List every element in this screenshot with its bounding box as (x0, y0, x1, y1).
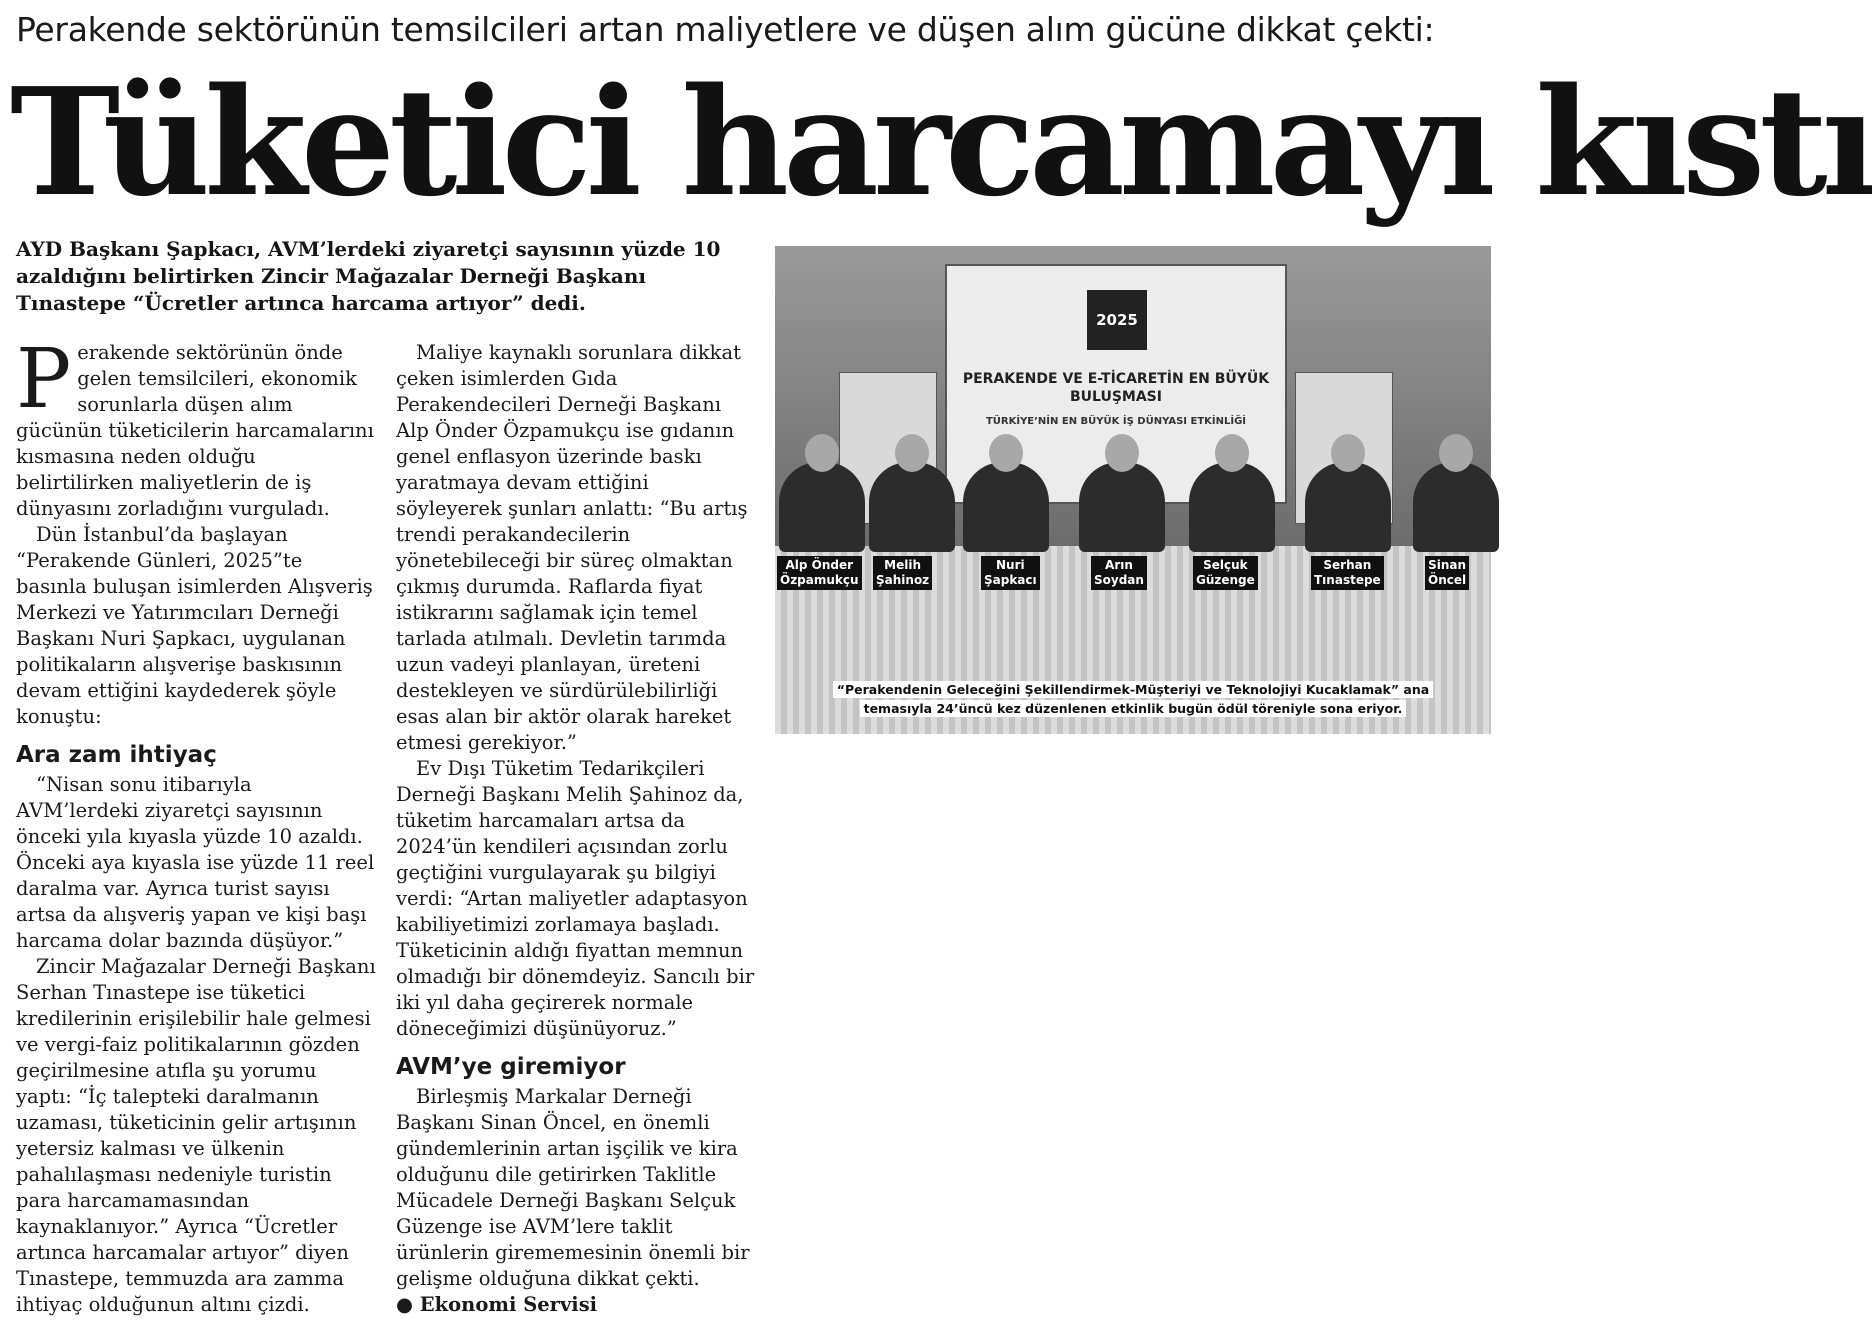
column-2 (396, 340, 756, 1318)
photo-caption (795, 680, 1471, 718)
drop-cap: P (16, 332, 72, 427)
panelist-figure (963, 462, 1049, 552)
name-tag: Melih Şahinoz (873, 556, 932, 590)
lead-paragraph: AYD Başkanı Şapkacı, AVM’lerdeki ziyaretçi sayısının yüzde 10 azaldığını belirtirken Zincir Mağazalar Derneği Başkanı Tınastepe “Ücretler artınca harcama artıyor” dedi. (16, 237, 721, 315)
col2-paragraph-3: Birleşmiş Markalar Derneği Başkanı Sinan Öncel, en önemli gündemlerinin artan işçilik ve kira olduğunu dile getirirken Taklitle Mücadele Derneği Başkanı Selçuk Güzenge ise AVM’lere taklit ürünlerin girememesinin önemli bir gelişme olduğuna dikkat çekti. (396, 1085, 750, 1290)
col1-p1-text: erakende sektörünün önde gelen temsilcileri, ekonomik sorunlarla düşen alım gücünün tüketicilerin harcamalarını kısmasına neden olduğu belirtilirken maliyetlerin de iş dünyasını zorladığını vurguladı. (16, 341, 374, 520)
kicker: Perakende sektörünün temsilcileri artan maliyetlere ve düşen alım gücüne dikkat çekti: (16, 10, 1435, 49)
panelist-figure (1413, 462, 1499, 552)
col1-paragraph-2: Dün İstanbul’da başlayan “Perakende Günleri, 2025”te basınla buluşan isimlerden Alışveriş Merkezi ve Yatırımcıları Derneği Başkanı Nuri Şapkacı, uygulanan politikaların alışverişe baskısının devam ettiğini kaydederek şöyle konuştu: (16, 523, 373, 728)
screen-subtitle: TÜRKİYE’NİN EN BÜYÜK İŞ DÜNYASI ETKİNLİĞİ (985, 416, 1247, 427)
subhead-ara-zam: Ara zam ihtiyaç (16, 742, 217, 768)
panelist-figure (779, 462, 865, 552)
panelist-figure (1189, 462, 1275, 552)
name-tag: Serhan Tınastepe (1311, 556, 1384, 590)
col1-paragraph-1 (16, 332, 376, 522)
name-tag: Arın Soydan (1091, 556, 1147, 590)
byline: ● Ekonomi Servisi (396, 1293, 598, 1316)
name-tag: Sinan Öncel (1425, 556, 1469, 590)
headline: Tüketici harcamayı kıstı (10, 55, 1872, 229)
col2-paragraph-1: Maliye kaynaklı sorunlara dikkat çeken isimlerden Gıda Perakendecileri Derneği Başkanı Alp Önder Özpamukçu ise gıdanın genel enflasyon üzerinde baskı yaratmaya devam ettiğini söyleyerek şunları anlattı: “Bu artış trendi perakandecilerin yönetebileceği bir süreç olmaktan çıkmış durumda. Raflarda fiyat istikrarını sağlamak için temel tarlada atılmalı. Devletin tarımda uzun vadeyi planlayan, üreteni destekleyen ve sürdürülebilirliği esas alan bir aktör olarak hareket etmesi gerekiyor.” (396, 341, 748, 754)
subhead-avm: AVM’ye giremiyor (396, 1054, 626, 1080)
col1-paragraph-3: “Nisan sonu itibarıyla AVM’lerdeki ziyaretçi sayısının önceki yıla kıyasla yüzde 10 azaldı. Önceki aya kıyasla ise yüzde 11 reel daralma var. Ayrıca turist sayısı artsa da alışveriş yapan ve kişi başı harcama dolar bazında düşüyor.” (16, 773, 375, 952)
name-tag: Selçuk Güzenge (1193, 556, 1258, 590)
name-tag: Alp Önder Özpamukçu (777, 556, 862, 590)
column-1 (16, 332, 376, 1318)
caption-line-2: temasıyla 24’üncü kez düzenlenen etkinlik bugün ödül töreniyle sona eriyor. (860, 700, 1407, 717)
name-tag: Nuri Şapkacı (981, 556, 1040, 590)
panelist-figure (869, 462, 955, 552)
col2-paragraph-2: Ev Dışı Tüketim Tedarikçileri Derneği Başkanı Melih Şahinoz da, tüketim harcamaları artsa da 2024’ün kendileri açısından zorlu geçtiğini vurgulayarak şu bilgiyi verdi: “Artan maliyetler adaptasyon kabiliyetimizi zorlamaya başladı. Tüketicinin aldığı fiyattan memnun olmadığı bir dönemdeyiz. Sancılı bir iki yıl daha geçirerek normale döneceğimizi düşünüyoruz.” (396, 757, 755, 1040)
panelist-figure (1305, 462, 1391, 552)
panel-photo (775, 246, 1491, 734)
event-logo: 2025 (1087, 290, 1147, 350)
col1-paragraph-4: Zincir Mağazalar Derneği Başkanı Serhan Tınastepe ise tüketici kredilerinin erişilebilir hale gelmesi ve vergi-faiz politikalarının gözden geçirilmesine atıfla şu yorumu yaptı: “İç talepteki daralmanın uzaması, tüketicinin gelir artışının yetersiz kalması ve ülkenin pahalılaşması nedeniyle turistin para harcamamasından kaynaklanıyor.” Ayrıca “Ücretler artınca harcamalar artıyor” diyen Tınastepe, temmuzda ara zamma ihtiyaç olduğunun altını çizdi. (16, 955, 376, 1316)
caption-line-1: “Perakendenin Geleceğini Şekillendirmek-Müşteriyi ve Teknolojiyi Kucaklamak” ana (833, 681, 1433, 698)
screen-title: PERAKENDE VE E-TİCARETİN EN BÜYÜK BULUŞMASI (962, 371, 1270, 405)
panelist-figure (1079, 462, 1165, 552)
